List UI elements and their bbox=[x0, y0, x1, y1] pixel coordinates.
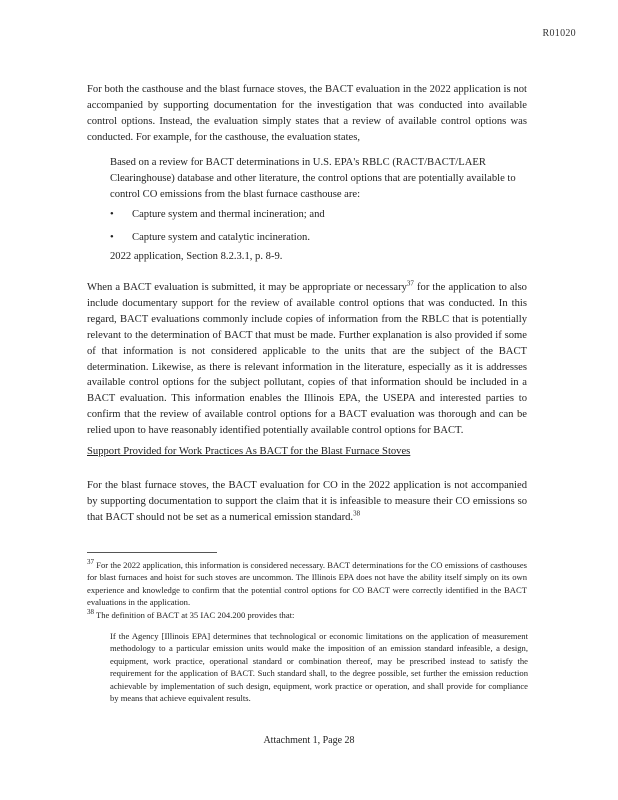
footnote-text: The definition of BACT at 35 IAC 204.200 provides that: bbox=[94, 610, 295, 620]
footnote-separator bbox=[87, 552, 217, 553]
footnote-37 bbox=[87, 559, 527, 609]
footnote-number: 38 bbox=[87, 608, 94, 617]
footnote-ref-37: 37 bbox=[406, 279, 414, 288]
block-quote-intro: Based on a review for BACT determinations in U.S. EPA's RBLC (RACT/BACT/LAER Clearinghouse) database and other literature, the control options that are potentially available to control CO emissions from the blast furnace casthouse are: bbox=[110, 157, 516, 200]
footnote-38 bbox=[87, 609, 527, 621]
section-heading: Support Provided for Work Practices As BACT for the Blast Furnace Stoves bbox=[87, 446, 411, 457]
paragraph-text: For the blast furnace stoves, the BACT evaluation for CO in the 2022 application is not accompanied by supporting documentation to support the claim that it is infeasible to measure their CO emissions so that BACT should not be set as a numerical emission standard. bbox=[87, 480, 527, 523]
paragraph-bact-evaluation bbox=[87, 280, 527, 439]
list-item: • Capture system and thermal incineration; and bbox=[110, 207, 520, 223]
quote-citation: 2022 application, Section 8.2.3.1, p. 8-9. bbox=[110, 251, 283, 262]
paragraph-stoves-co bbox=[87, 478, 527, 526]
footnote-text: For the 2022 application, this information is considered necessary. BACT determinations for the CO emissions of casthouses for blast furnaces and hoist for such stoves are uncommon. The Illinois EPA does not have the ability itself simply on its own experience and knowledge to confirm that the potential control options for CO BACT were correctly identified in the BACT evaluations in the application. bbox=[87, 560, 527, 608]
footnote-block-quote: If the Agency [Illinois EPA] determines that technological or economic limitations on the application of measurement methodology to a particular emission units would make the imposition of an emission standard infeasible, a design, equipment, work practice, operational standard or combination thereof, may be prescribed instead to satisfy the requirement for the application of BACT. Such standard shall, to the degree possible, set further the emission reduction achievable by implementation of such design, equipment, work practice or operation, and shall provide for compliance by means that achieve equivalent results. bbox=[110, 631, 528, 704]
control-options-list bbox=[110, 207, 520, 246]
page-footer: Attachment 1, Page 28 bbox=[263, 735, 355, 746]
document-id: R01020 bbox=[542, 28, 576, 39]
footnote-ref-38: 38 bbox=[353, 509, 361, 518]
list-item: • Capture system and catalytic incineration. bbox=[110, 230, 520, 246]
paragraph-casthouse-stoves: For both the casthouse and the blast furnace stoves, the BACT evaluation in the 2022 application is not accompanied by supporting documentation for the investigation that was conducted into available control options. Instead, the evaluation simply states that a review of available control options was conducted. For example, for the casthouse, the evaluation states, bbox=[87, 84, 527, 143]
footnote-number: 37 bbox=[87, 558, 94, 567]
paragraph-text: When a BACT evaluation is submitted, it may be appropriate or necessary bbox=[87, 282, 407, 293]
paragraph-text: for the application to also include documentary support for the review of available control options that was conducted. In this regard, BACT evaluations commonly include copies of information from the RBLC that is potentially relevant to the determination of BACT that must be made. Further explanation is also provided if some of that information is not considered applicable to the units that are the subject of the BACT determination. Likewise, as there is relevant information in the literature, especially as it is addresses available control options for the subject pollutant, copies of that information should be included in a BACT evaluation. This information enables the Illinois EPA, the USEPA and interested parties to confirm that the review of available control options for a BACT evaluation was thorough and can be relied upon to have reasonably identified potentially available control options for BACT. bbox=[87, 282, 527, 437]
